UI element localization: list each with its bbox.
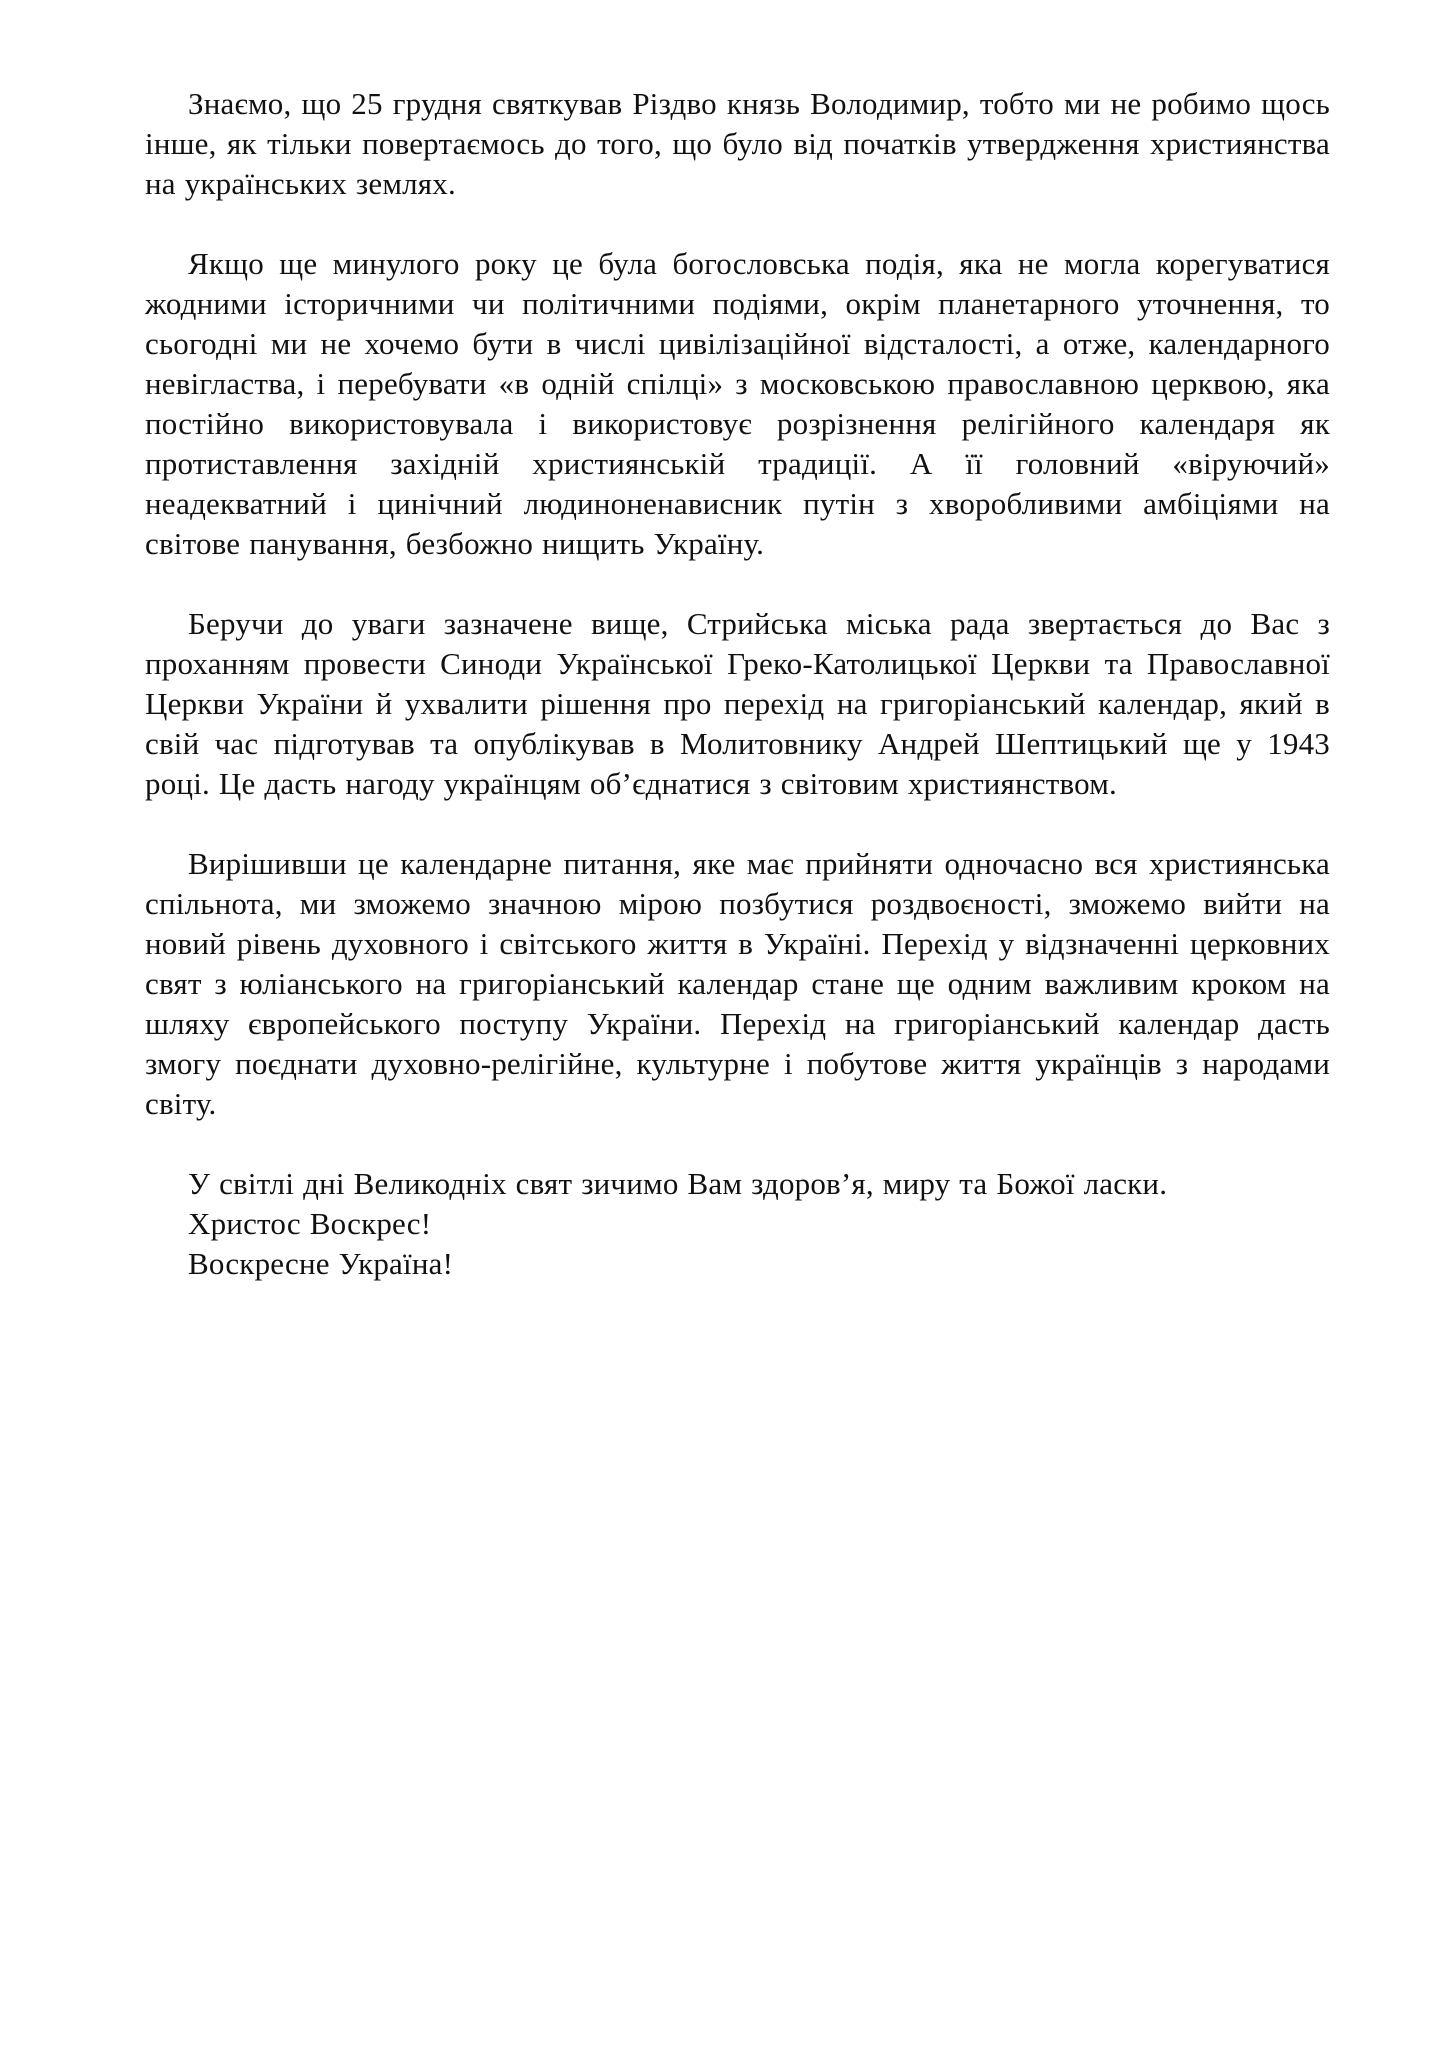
paragraph-2: Якщо ще минулого року це була богословська подія, яка не могла корегуватися жодними історичними чи політичними подіями, окрім планетарного уточнення, то сьогодні ми не хочемо бути в числі цивілізаційної відсталості, а отже, календарного невігластва, і перебувати «в одній спілці» з московською православною церквою, яка постійно використовувала і використовує розрізнення релігійного календаря як протиставлення західній християнській традиції. А її головний «віруючий» неадекватний і цинічний людиноненависник путін з хворобливими амбіціями на світове панування, безбожно нищить Україну. xyxy=(145,246,1330,561)
letter-body xyxy=(145,84,1330,1284)
closing-line-voskresne-ukraina: Воскресне Україна! xyxy=(188,1246,454,1281)
paragraph-4: Вирішивши це календарне питання, яке має прийняти одночасно вся християнська спільнота, ми зможемо значною мірою позбутися роздвоєності, зможемо вийти на новий рівень духовного і світського життя в Україні. Перехід у відзначенні церковних свят з юліанського на григоріанський календар стане ще одним важливим кроком на шляху європейського поступу України. Перехід на григоріанський календар дасть змогу поєднати духовно-релігійне, культурне і побутове життя українців з народами світу. xyxy=(145,846,1330,1121)
closing-greeting-line: У світлі дні Великодніх свят зичимо Вам здоров’я, миру та Божої ласки. xyxy=(188,1166,1168,1201)
closing-line-khrystos-voskres: Христос Воскрес! xyxy=(188,1206,432,1241)
paragraph-3: Беручи до уваги зазначене вище, Стрийська міська рада звертається до Вас з проханням провести Синоди Української Греко-Католицької Церкви та Православної Церкви України й ухвалити рішення про перехід на григоріанський календар, який в свій час підготував та опублікував в Молитовнику Андрей Шептицький ще у 1943 році. Це дасть нагоду українцям об’єднатися з світовим християнством. xyxy=(145,606,1330,801)
paragraph-1: Знаємо, що 25 грудня святкував Різдво князь Володимир, тобто ми не робимо щось інше, як тільки повертаємось до того, що було від початків утвердження християнства на українських землях. xyxy=(145,86,1330,201)
